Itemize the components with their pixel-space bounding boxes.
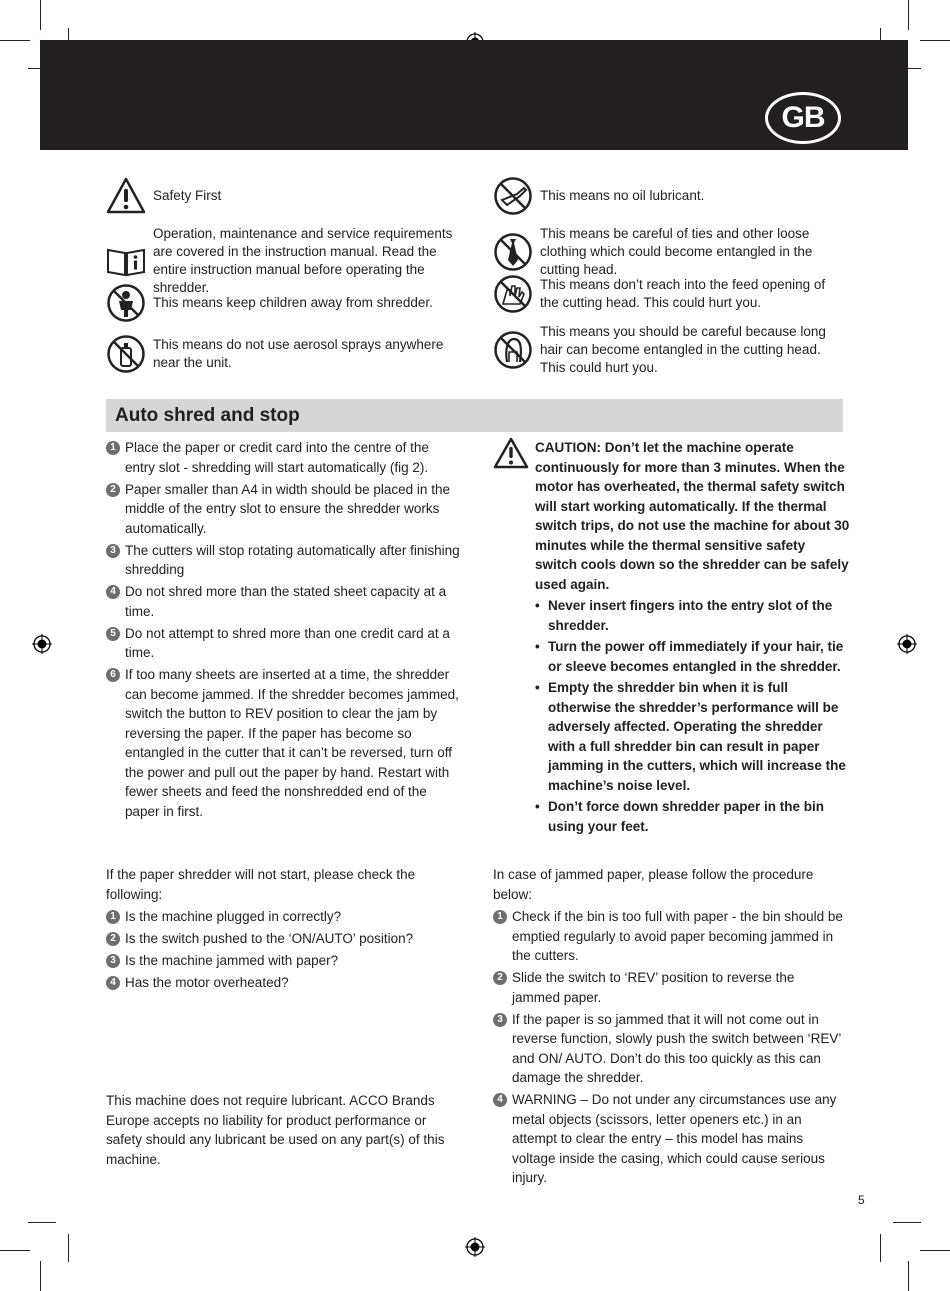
symbol-text: This means no oil lubricant.	[540, 188, 705, 203]
list-item	[106, 541, 461, 580]
registration-mark-icon	[465, 1237, 485, 1257]
step-text: Place the paper or credit card into the centre of the entry slot - shredding will start automatically (fig 2).	[125, 440, 429, 475]
step-text: Has the motor overheated?	[125, 975, 289, 990]
section-header	[106, 399, 843, 432]
list-item	[106, 582, 461, 621]
step-number: 4	[493, 1093, 507, 1107]
lubricant-note: This machine does not require lubricant. ACCO Brands Europe accepts no liability for product performance or safety should any lubricant be used on any part(s) of this machine.	[106, 1093, 445, 1167]
registration-mark-icon	[32, 634, 52, 654]
crop-mark	[0, 40, 30, 41]
step-number: 3	[106, 544, 120, 558]
step-number: 1	[106, 441, 120, 455]
list-item	[493, 1090, 845, 1188]
list-item	[106, 438, 461, 477]
symbol-no-oil	[493, 176, 843, 216]
crop-mark	[0, 1250, 30, 1251]
warning-triangle-icon	[106, 176, 146, 216]
list-item	[106, 907, 466, 927]
step-number: 3	[493, 1013, 507, 1027]
symbol-text: Safety First	[153, 188, 222, 203]
step-number: 4	[106, 976, 120, 990]
symbol-text: Operation, maintenance and service requirements are covered in the instruction manual. Read the entire instruction manual before operating the shredder.	[153, 226, 453, 295]
list-item	[106, 480, 461, 539]
troubleshoot-block	[106, 865, 466, 995]
step-number: 1	[106, 910, 120, 924]
registration-mark-icon	[897, 634, 917, 654]
language-badge: GB	[765, 92, 841, 144]
symbol-text: This means don’t reach into the feed opening of the cutting head. This could hurt you.	[540, 277, 826, 310]
list-item	[106, 951, 466, 971]
instruction-manual-icon	[106, 241, 146, 281]
symbol-no-tie	[493, 225, 843, 279]
list-item	[106, 929, 466, 949]
jam-intro: In case of jammed paper, please follow the procedure below:	[493, 867, 814, 902]
no-long-hair-icon	[493, 330, 533, 370]
crop-mark	[893, 1222, 921, 1223]
crop-mark	[908, 0, 909, 30]
symbol-safety-first	[106, 176, 466, 216]
crop-mark	[28, 1222, 56, 1223]
warning-triangle-icon	[493, 437, 529, 469]
step-text: If too many sheets are inserted at a time, the shredder can become jammed. If the shredder becomes jammed, switch the button to REV position to clear the jam by reversing the paper. If the paper has become so entangled in the cutter that it can’t be reversed, turn off the power and pull out the paper by hand. Restart with fewer sheets and feed the nonshredded end of the paper in first.	[125, 667, 459, 819]
list-item	[106, 624, 461, 663]
step-text: Do not attempt to shred more than one credit card at a time.	[125, 625, 450, 660]
auto-shred-steps	[106, 438, 461, 824]
no-oil-icon	[493, 176, 533, 216]
step-text: Check if the bin is too full with paper - the bin should be emptied regularly to avoid paper becoming jammed in the cutters.	[512, 909, 843, 963]
crop-mark	[920, 40, 950, 41]
step-number: 2	[493, 971, 507, 985]
step-text: WARNING – Do not under any circumstances use any metal objects (scissors, letter openers etc.) in an attempt to clear the entry – this model has mains voltage inside the casing, which could cause serious injury.	[512, 1092, 837, 1185]
no-children-icon	[106, 283, 146, 323]
step-text: Slide the switch to ‘REV’ position to reverse the jammed paper.	[512, 970, 795, 1005]
crop-mark	[68, 1234, 69, 1262]
caution-block	[535, 438, 850, 836]
step-number: 2	[106, 483, 120, 497]
step-number: 6	[106, 668, 120, 682]
crop-mark	[40, 1261, 41, 1291]
step-text: Is the machine plugged in correctly?	[125, 909, 342, 924]
list-item	[106, 973, 466, 993]
list-item	[106, 665, 461, 821]
step-text: Paper smaller than A4 in width should be placed in the middle of the entry slot to ensure the shredder works automatically.	[125, 481, 450, 536]
symbol-no-hand	[493, 274, 843, 314]
symbol-text: This means keep children away from shredder.	[153, 295, 433, 310]
symbol-text: This means you should be careful because long hair can become entangled in the cutting head. This could hurt you.	[540, 324, 826, 375]
jam-block	[493, 865, 845, 1190]
caution-text: CAUTION: Don’t let the machine operate continuously for more than 3 minutes. When the motor has overheated, the thermal safety switch will start working automatically. If the thermal switch trips, do not use the machine for about 30 minutes while the thermal sensitive safety switch cools down so the shredder can be safely used again.	[535, 440, 850, 592]
step-number: 1	[493, 910, 507, 924]
list-item	[493, 968, 845, 1007]
step-number: 4	[106, 585, 120, 599]
symbol-no-aerosol	[106, 334, 466, 374]
caution-bullet: • Don’t force down shredder paper in the bin using your feet.	[535, 797, 850, 836]
step-number: 3	[106, 954, 120, 968]
no-aerosol-icon	[106, 334, 146, 374]
step-text: Is the switch pushed to the ‘ON/AUTO’ position?	[125, 931, 414, 946]
troubleshoot-intro: If the paper shredder will not start, please check the following:	[106, 867, 416, 902]
list-item	[493, 907, 845, 966]
crop-mark	[880, 1234, 881, 1262]
symbol-text: This means be careful of ties and other loose clothing which could become entangled in the cutting head.	[540, 226, 813, 277]
symbol-no-long-hair	[493, 323, 843, 377]
page-number: 5	[858, 1193, 865, 1207]
symbol-text: This means do not use aerosol sprays anywhere near the unit.	[153, 337, 444, 370]
caution-bullet: • Turn the power off immediately if your hair, tie or sleeve becomes entangled in the shredder.	[535, 637, 850, 676]
list-item	[493, 1010, 845, 1088]
no-hand-icon	[493, 274, 533, 314]
no-tie-icon	[493, 232, 533, 272]
caution-bullet: • Never insert fingers into the entry slot of the shredder.	[535, 596, 850, 635]
step-number: 5	[106, 627, 120, 641]
step-text: The cutters will stop rotating automatically after finishing shredding	[125, 542, 460, 577]
step-text: Is the machine jammed with paper?	[125, 953, 339, 968]
step-text: If the paper is so jammed that it will not come out in reverse function, slowly push the switch between ‘REV’ and ON/ AUTO. Don’t do this too quickly as this can damage the shredder.	[512, 1011, 841, 1085]
crop-mark	[40, 0, 41, 30]
step-text: Do not shred more than the stated sheet capacity at a time.	[125, 584, 447, 619]
step-number: 2	[106, 932, 120, 946]
caution-bullet: • Empty the shredder bin when it is full otherwise the shredder’s performance will be adversely affected. Operating the shredder with a full shredder bin can result in paper jamming in the cutters, which will increase the machine’s noise level.	[535, 678, 850, 795]
symbol-no-children	[106, 283, 466, 323]
section-title: Auto shred and stop	[115, 405, 300, 426]
crop-mark	[920, 1250, 950, 1251]
crop-mark	[908, 1261, 909, 1291]
